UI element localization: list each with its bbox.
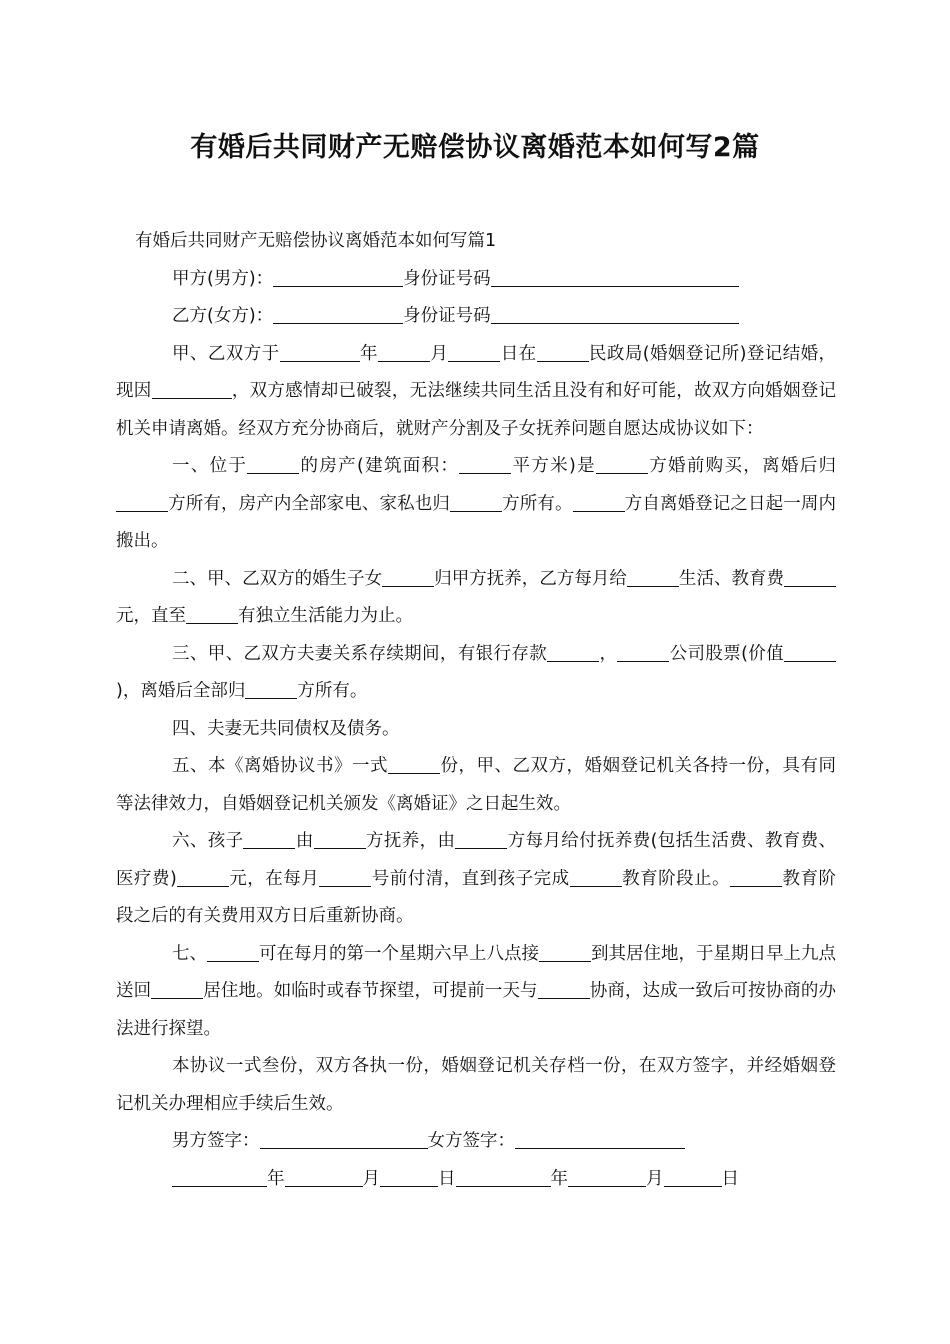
blank-field bbox=[784, 566, 836, 587]
blank-field bbox=[617, 641, 669, 662]
blank-field bbox=[319, 866, 371, 887]
blank-field bbox=[243, 828, 295, 849]
blank-field bbox=[378, 341, 430, 362]
party-a-line: 甲方(男方)： 身份证号码 bbox=[116, 261, 836, 299]
clause-6: 六、孩子 由 方抚养，由 方每月给付抚养费(包括生活费、教育费、医疗费) 元，在每月 号前付清，直到孩子完成 教育阶段止。 教育阶段之后的有关费用双方日后重新协商。 bbox=[116, 823, 836, 936]
blank-field bbox=[273, 303, 403, 324]
blank-field bbox=[627, 566, 679, 587]
blank-field bbox=[547, 641, 599, 662]
intro-paragraph: 甲、乙双方于 年 月 日在 民政局(婚姻登记所)登记结婚，现因 ，双方感情却已破裂，无法继续共同生活且没有和好可能，故双方向婚姻登记机关申请离婚。经双方充分协商后，就财产分割及子女抚养问题自愿达成协议如下： bbox=[116, 336, 836, 449]
document-title: 有婚后共同财产无赔偿协议离婚范本如何写2篇 bbox=[190, 132, 760, 163]
blank-field bbox=[380, 1166, 438, 1187]
blank-field bbox=[207, 941, 259, 962]
blank-field bbox=[314, 828, 366, 849]
clause-2: 二、甲、乙双方的婚生子女 归甲方抚养，乙方每月给 生活、教育费元，直至 有独立生活能力为止。 bbox=[116, 561, 836, 636]
clause-5: 五、本《离婚协议书》一式 份，甲、乙双方，婚姻登记机关各持一份，具有同等法律效力，自婚姻登记机关颁发《离婚证》之日起生效。 bbox=[116, 748, 836, 823]
signature-line: 男方签字： 女方签字： bbox=[116, 1123, 836, 1161]
blank-field bbox=[172, 1166, 267, 1187]
blank-field bbox=[448, 341, 500, 362]
blank-field bbox=[570, 866, 622, 887]
blank-field bbox=[186, 603, 238, 624]
blank-field bbox=[537, 341, 589, 362]
blank-field bbox=[664, 1166, 722, 1187]
blank-field bbox=[491, 303, 739, 324]
clause-3: 三、甲、乙双方夫妻关系存续期间，有银行存款 ， 公司股票(价值)，离婚后全部归 方所有。 bbox=[116, 636, 836, 711]
blank-field bbox=[568, 1166, 646, 1187]
blank-field bbox=[285, 1166, 363, 1187]
blank-field bbox=[247, 453, 299, 474]
date-line: 年 月 日 年 月 日 bbox=[116, 1161, 836, 1199]
blank-field bbox=[573, 491, 625, 512]
party-b-line: 乙方(女方)： 身份证号码 bbox=[116, 298, 836, 336]
blank-field bbox=[116, 491, 168, 512]
closing-paragraph: 本协议一式叁份，双方各执一份，婚姻登记机关存档一份，在双方签字，并经婚姻登记机关办理相应手续后生效。 bbox=[116, 1056, 836, 1114]
blank-field bbox=[280, 341, 360, 362]
clause-7: 七、 可在每月的第一个星期六早上八点接 到其居住地，于星期日早上九点送回 居住地。如临时或春节探望，可提前一天与 协商，达成一致后可按协商的办法进行探望。 bbox=[116, 936, 836, 1049]
section-heading: 有婚后共同财产无赔偿协议离婚范本如何写篇1 bbox=[135, 231, 497, 251]
blank-field bbox=[177, 866, 229, 887]
blank-field bbox=[245, 678, 297, 699]
blank-field bbox=[152, 378, 232, 399]
blank-field bbox=[459, 453, 511, 474]
blank-field bbox=[539, 941, 591, 962]
blank-field bbox=[151, 978, 203, 999]
blank-field bbox=[538, 978, 590, 999]
blank-field bbox=[730, 866, 782, 887]
blank-field bbox=[450, 491, 502, 512]
blank-field bbox=[388, 753, 440, 774]
blank-field bbox=[491, 266, 739, 287]
clause-1: 一、位于 的房产(建筑面积： 平方米)是 方婚前购买，离婚后归方所有，房产内全部家电、家私也归 方所有。 方自离婚登记之日起一周内搬出。 bbox=[116, 448, 836, 561]
blank-field bbox=[784, 641, 836, 662]
blank-field bbox=[455, 828, 507, 849]
blank-field bbox=[456, 1166, 551, 1187]
blank-field bbox=[596, 453, 648, 474]
blank-field bbox=[273, 266, 403, 287]
clause-4: 四、夫妻无共同债权及债务。 bbox=[172, 718, 400, 739]
document-body bbox=[116, 223, 836, 1198]
signature-blank bbox=[515, 1128, 685, 1149]
blank-field bbox=[382, 566, 434, 587]
signature-blank bbox=[260, 1128, 428, 1149]
